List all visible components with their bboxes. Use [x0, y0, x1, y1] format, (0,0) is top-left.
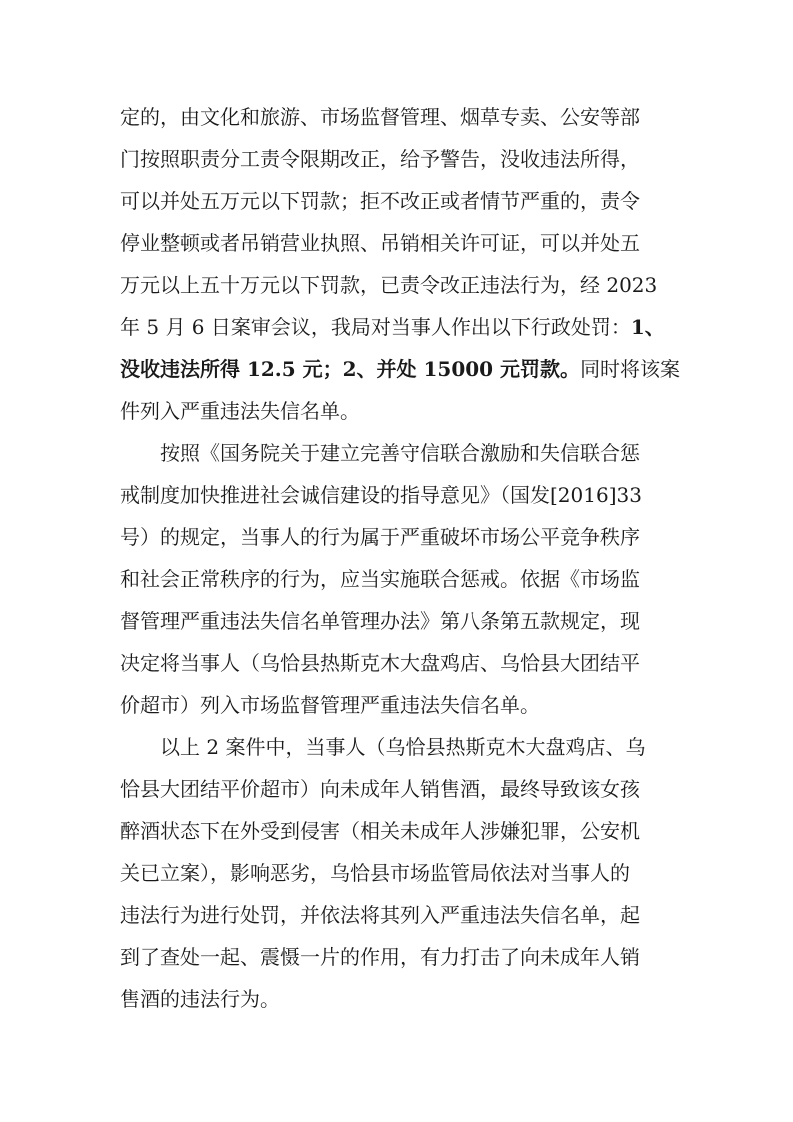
- paragraph-3-line-2: 恰县大团结平价超市）向未成年人销售酒，最终导致该女孩: [120, 777, 640, 801]
- paragraph-1-line-3: 可以并处五万元以下罚款；拒不改正或者情节严重的，责令: [120, 189, 640, 213]
- paragraph-1-line-4: 停业整顿或者吊销营业执照、吊销相关许可证，可以并处五: [120, 231, 640, 255]
- paragraph-2-line-4: 和社会正常秩序的行为，应当实施联合惩戒。依据《市场监: [120, 567, 640, 591]
- paragraph-3-line-1: 以上 2 案件中，当事人（乌恰县热斯克木大盘鸡店、乌: [160, 735, 646, 759]
- paragraph-1-line-1: 定的，由文化和旅游、市场监督管理、烟草专卖、公安等部: [120, 105, 640, 129]
- paragraph-2-line-6: 决定将当事人（乌恰县热斯克木大盘鸡店、乌恰县大团结平: [120, 651, 640, 675]
- paragraph-3-line-4: 关已立案），影响恶劣，乌恰县市场监管局依法对当事人的: [120, 861, 630, 885]
- paragraph-3: [120, 726, 680, 1020]
- paragraph-1: [120, 96, 680, 432]
- paragraph-2: [120, 432, 680, 726]
- paragraph-2-line-5: 督管理严重违法失信名单管理办法》第八条第五款规定，现: [120, 609, 640, 633]
- paragraph-2-line-1: 按照《国务院关于建立完善守信联合激励和失信联合惩: [160, 441, 640, 465]
- paragraph-1-line-7: [120, 348, 680, 390]
- paragraph-1-line-8: 件列入严重违法失信名单。: [120, 399, 360, 423]
- penalty-item-1-marker: 1、: [630, 315, 665, 339]
- paragraph-1-line-6-text: 年 5 月 6 日案审会议，我局对当事人作出以下行政处罚：: [120, 315, 631, 339]
- paragraph-1-line-2: 门按照职责分工责令限期改正，给予警告，没收违法所得，: [120, 147, 640, 171]
- paragraph-3-line-5: 违法行为进行处罚，并依法将其列入严重违法失信名单，起: [120, 903, 640, 927]
- paragraph-2-line-3: 号）的规定，当事人的行为属于严重破坏市场公平竞争秩序: [120, 525, 640, 549]
- paragraph-3-line-6: 到了查处一起、震慑一片的作用，有力打击了向未成年人销: [120, 945, 640, 969]
- paragraph-3-line-3: 醉酒状态下在外受到侵害（相关未成年人涉嫌犯罪，公安机: [120, 819, 640, 843]
- paragraph-2-line-7: 价超市）列入市场监督管理严重违法失信名单。: [120, 693, 540, 717]
- paragraph-1-line-7-rest: 同时将该案: [580, 357, 681, 381]
- document-body: [120, 96, 680, 1020]
- penalty-decision: 没收违法所得 12.5 元；2、并处 15000 元罚款。: [120, 357, 581, 381]
- paragraph-2-line-2: 戒制度加快推进社会诚信建设的指导意见》（国发[2016]33: [120, 483, 642, 507]
- paragraph-3-line-7: 售酒的违法行为。: [120, 987, 280, 1011]
- paragraph-1-line-6: [120, 306, 680, 348]
- paragraph-1-line-5: 万元以上五十万元以下罚款，已责令改正违法行为，经 2023: [120, 273, 658, 297]
